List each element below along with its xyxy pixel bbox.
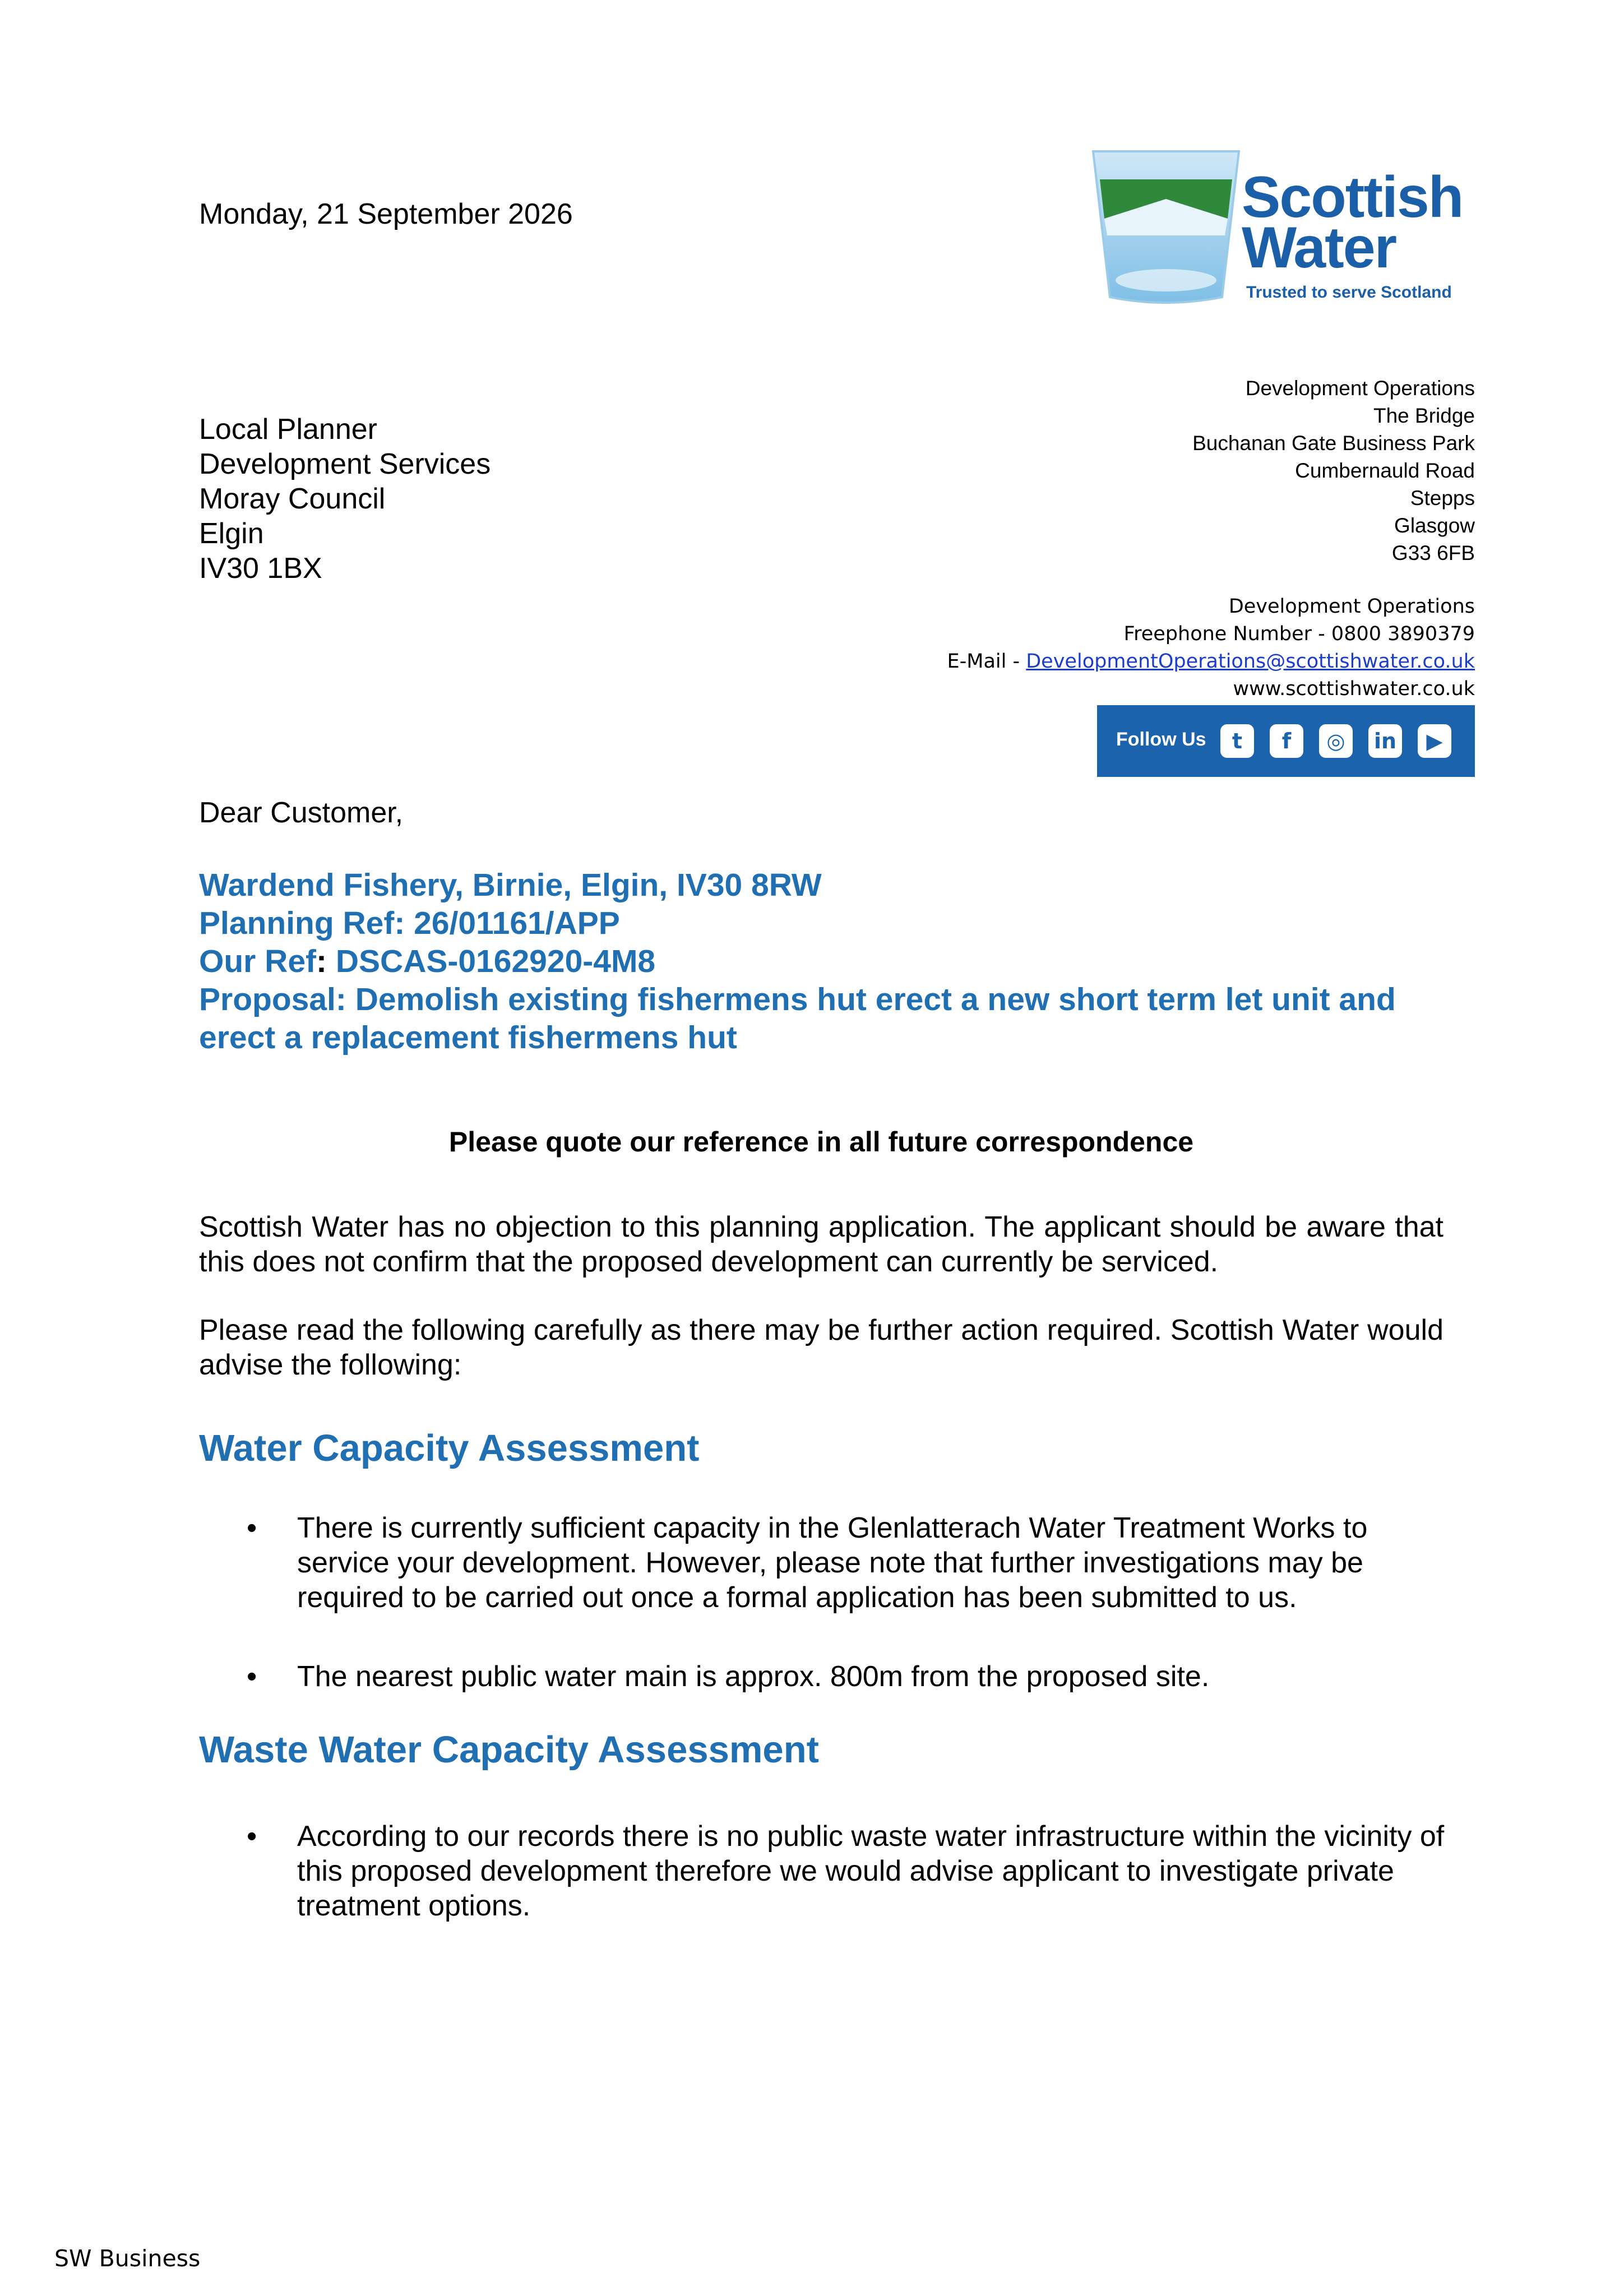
email-link[interactable]: DevelopmentOperations@scottishwater.co.uk xyxy=(1026,650,1475,673)
list-item xyxy=(247,1511,1446,1615)
subject-proposal: Proposal: Demolish existing fishermens hut erect a new short term let unit and xyxy=(199,982,1396,1017)
greeting: Dear Customer, xyxy=(199,797,404,829)
sender-address xyxy=(1192,374,1475,567)
contact-phone: Freephone Number - 0800 3890379 xyxy=(1123,623,1475,645)
body-paragraph: Scottish Water has no objection to this planning application. The applicant should be aware that this does not confirm that the proposed development can currently be serviced. xyxy=(199,1211,1443,1278)
our-ref-colon: : xyxy=(316,943,327,979)
sender-line: The Bridge xyxy=(1373,404,1475,427)
sender-line: Buchanan Gate Business Park xyxy=(1192,432,1475,455)
contact-dept: Development Operations xyxy=(1228,595,1475,618)
twitter-icon[interactable]: t xyxy=(1220,724,1254,758)
contact-details xyxy=(947,593,1475,703)
letter-date: Monday, 21 September 2026 xyxy=(199,198,573,230)
subject-site: Wardend Fishery, Birnie, Elgin, IV30 8RW xyxy=(199,867,822,903)
subject-proposal: erect a replacement fishermens hut xyxy=(199,1020,737,1056)
contact-website[interactable]: www.scottishwater.co.uk xyxy=(1233,678,1475,700)
logo-text-water: Water xyxy=(1242,215,1396,280)
bullet-list xyxy=(247,1819,1446,1923)
footer-classification: SW Business xyxy=(54,2245,201,2272)
section-heading-water: Water Capacity Assessment xyxy=(199,1427,700,1469)
our-ref-value: DSCAS-0162920-4M8 xyxy=(327,943,656,979)
bullet-list xyxy=(247,1659,1446,1694)
recipient-line: Moray Council xyxy=(199,483,386,515)
quote-reference-notice: Please quote our reference in all future correspondence xyxy=(448,1126,1194,1158)
list-item xyxy=(247,1819,1446,1923)
bullet-icon: • xyxy=(247,1512,257,1544)
linkedin-icon[interactable]: in xyxy=(1368,724,1402,758)
recipient-address xyxy=(199,412,491,586)
bullet-icon: • xyxy=(247,1820,257,1853)
subject-block xyxy=(199,866,1460,1057)
logo-tagline: Trusted to serve Scotland xyxy=(1246,283,1452,302)
sender-line: G33 6FB xyxy=(1391,541,1475,564)
sender-line: Glasgow xyxy=(1394,514,1475,537)
instagram-icon[interactable]: ◎ xyxy=(1319,724,1353,758)
list-item-text: The nearest public water main is approx. 800m from the proposed site. xyxy=(297,1660,1210,1693)
recipient-line: Elgin xyxy=(199,517,264,550)
subject-planning-ref: Planning Ref: 26/01161/APP xyxy=(199,905,620,941)
body-paragraph: Please read the following carefully as there may be further action required. Scottish Water would advise the following: xyxy=(199,1314,1443,1381)
recipient-line: Development Services xyxy=(199,448,491,480)
list-item-text: According to our records there is no public waste water infrastructure within the vicinity of this proposed development therefore we would advise applicant to investigate private treatment options. xyxy=(297,1820,1445,1922)
follow-us-bar xyxy=(1097,705,1475,777)
sender-line: Stepps xyxy=(1410,487,1475,510)
recipient-line: Local Planner xyxy=(199,413,377,446)
sender-line: Cumbernauld Road xyxy=(1295,459,1475,482)
list-item-text: There is currently sufficient capacity in the Glenlatterach Water Treatment Works to service your development. However, please note that further investigations may be required to be carried out once a formal application has been submitted to us. xyxy=(297,1512,1368,1614)
water-glass-icon xyxy=(1088,146,1244,308)
sender-line: Development Operations xyxy=(1245,377,1475,400)
list-item xyxy=(247,1659,1446,1694)
follow-us-label: Follow Us xyxy=(1116,729,1206,750)
email-prefix: E-Mail - xyxy=(947,650,1026,673)
bullet-icon: • xyxy=(247,1660,257,1693)
recipient-line: IV30 1BX xyxy=(199,552,322,585)
our-ref-label: Our Ref xyxy=(199,943,317,979)
scottish-water-logo xyxy=(1088,146,1469,308)
facebook-icon[interactable]: f xyxy=(1270,724,1303,758)
section-heading-waste-water: Waste Water Capacity Assessment xyxy=(199,1729,819,1771)
logo-text-scottish: Scottish xyxy=(1242,165,1463,230)
bullet-list xyxy=(247,1511,1446,1615)
subject-our-ref xyxy=(199,942,1460,980)
youtube-icon[interactable]: ▶ xyxy=(1418,724,1451,758)
contact-email-line xyxy=(947,648,1475,675)
